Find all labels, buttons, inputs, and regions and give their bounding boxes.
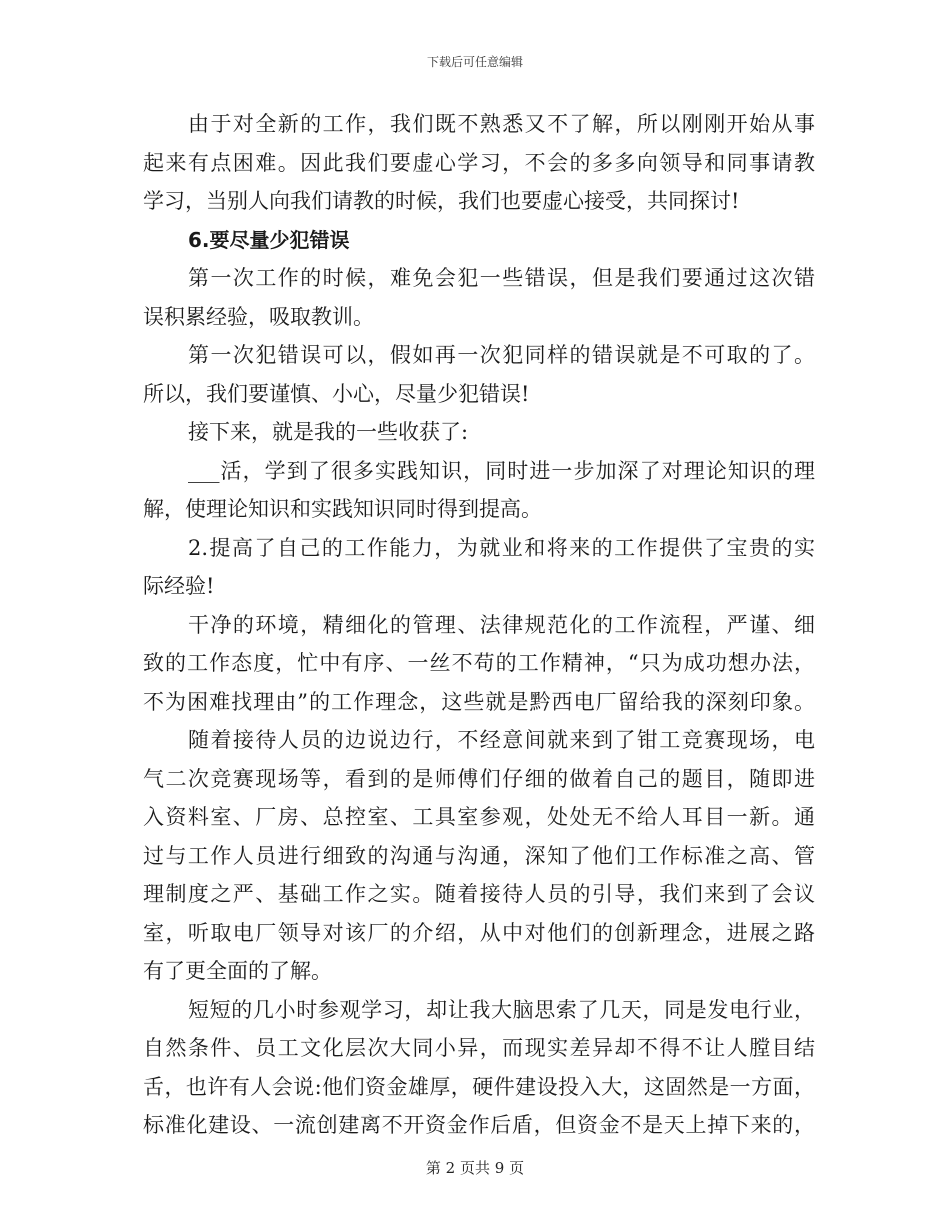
document-body [143,105,815,1145]
text-line: 学习，当别人向我们请教的时候，我们也要虚心接受，共同探讨! [143,189,740,213]
text-line: 有了更全面的了解。 [143,959,332,983]
text-line: 第一次工作的时候，难免会犯一些错误，但是我们要通过这次错 [188,266,815,290]
text-line: 起来有点困难。因此我们要虚心学习，不会的多多向领导和同事请教 [143,150,815,175]
text-line: 随着接待人员的边说边行，不经意间就来到了钳工竞赛现场，电 [188,728,815,752]
page-header: 下载后可任意编辑 [426,55,523,69]
text-line: 接下来，就是我的一些收获了: [188,420,469,444]
text-line: 入资料室、厂房、总控室、工具室参观，处处无不给人耳目一新。通 [143,805,815,829]
page-number-footer: 第 2 页共 9 页 [425,1159,525,1177]
text-line: 干净的环境，精细化的管理、法律规范化的工作流程，严谨、细 [188,612,815,637]
text-line: 第一次犯错误可以，假如再一次犯同样的错误就是不可取的了。 [188,343,815,367]
text-line: 2.提高了自己的工作能力，为就业和将来的工作提供了宝贵的实 [188,535,815,560]
text-line: 致的工作态度，忙中有序、一丝不苟的工作精神，“只为成功想办法， [143,651,815,675]
section-heading: 6.要尽量少犯错误 [188,227,350,252]
text-line: 由于对全新的工作，我们既不熟悉又不了解，所以刚刚开始从事 [188,112,815,136]
text-line: 自然条件、员工文化层次大同小异，而现实差异却不得不让人膛目结 [143,1036,815,1060]
text-line: 短短的几小时参观学习，却让我大脑思索了几天，同是发电行业， [188,997,815,1022]
text-line: 舌，也许有人会说:他们资金雄厚，硬件建设投入大，这固然是一方面， [143,1074,815,1099]
text-line: ___活，学到了很多实践知识，同时进一步加深了对理论知识的理 [188,458,815,483]
text-line: 误积累经验，吸取教训。 [143,304,374,329]
text-line: 理制度之严、基础工作之实。随着接待人员的引导，我们来到了会议 [143,882,815,906]
text-line: 过与工作人员进行细致的沟通与沟通，深知了他们工作标准之高、管 [143,843,815,868]
text-line: 所以，我们要谨慎、小心，尽量少犯错误! [143,381,530,406]
text-line: 气二次竞赛现场等，看到的是师傅们仔细的做着自己的题目，随即进 [143,766,815,791]
text-line: 室，听取电厂领导对该厂的介绍，从中对他们的创新理念，进展之路 [143,920,815,945]
text-line: 标准化建设、一流创建离不开资金作后盾，但资金不是天上掉下来的， [143,1113,815,1137]
text-line: 解，使理论知识和实践知识同时得到提高。 [143,497,542,521]
text-line: 际经验! [143,574,215,598]
text-line: 不为困难找理由”的工作理念，这些就是黔西电厂留给我的深刻印象。 [143,689,815,714]
